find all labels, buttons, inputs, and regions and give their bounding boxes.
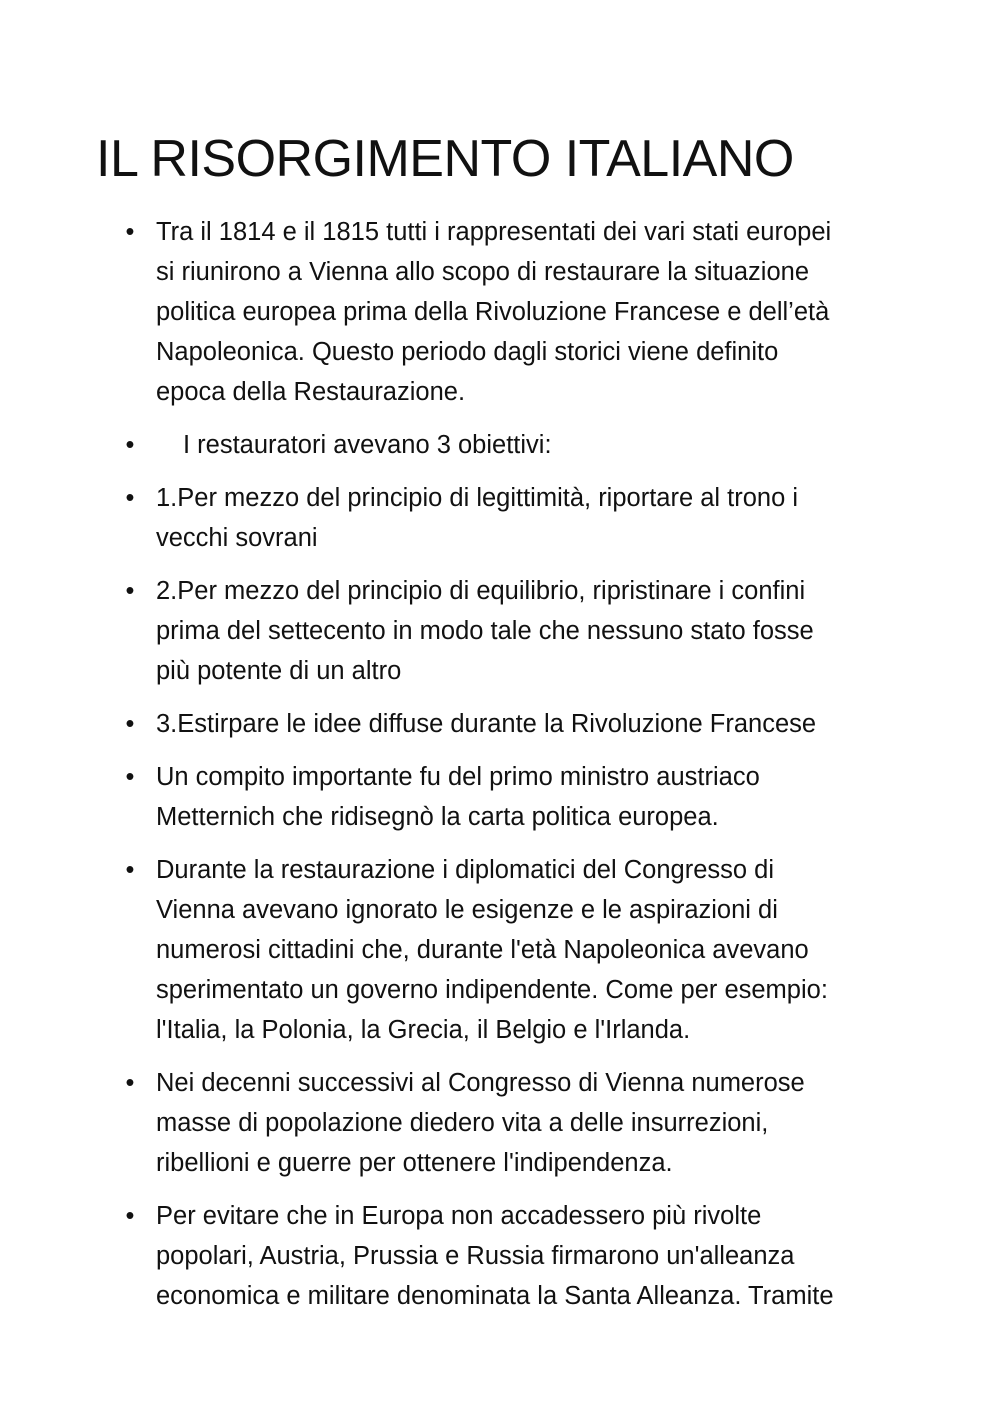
- text-line: 3.Estirpare le idee diffuse durante la Rivoluzione Francese: [156, 710, 817, 738]
- bullet-item: [0, 212, 906, 412]
- bullet-text: [156, 212, 906, 412]
- bullet-item: [0, 571, 906, 691]
- page-title: IL RISORGIMENTO ITALIANO: [96, 130, 794, 188]
- text-line: Metternich che ridisegnò la carta politica europea.: [156, 803, 719, 831]
- bullet-dot-icon: •: [125, 431, 135, 459]
- bullet-text: [156, 757, 906, 837]
- bullet-text: [156, 571, 906, 691]
- bullet-dot-icon: •: [125, 1069, 135, 1097]
- text-line: Vienna avevano ignorato le esigenze e le aspirazioni di: [156, 896, 778, 924]
- text-line: sperimentato un governo indipendente. Come per esempio:: [156, 976, 828, 1004]
- text-line: l'Italia, la Polonia, la Grecia, il Belgio e l'Irlanda.: [156, 1016, 691, 1044]
- text-line: masse di popolazione diedero vita a delle insurrezioni,: [156, 1109, 769, 1137]
- bullet-text: [156, 478, 906, 558]
- text-line: 1.Per mezzo del principio di legittimità, riportare al trono i: [156, 484, 799, 512]
- text-line: Per evitare che in Europa non accadessero più rivolte: [156, 1202, 762, 1230]
- bullet-text: [156, 850, 906, 1050]
- text-line: Durante la restaurazione i diplomatici del Congresso di: [156, 856, 774, 884]
- text-line: numerosi cittadini che, durante l'età Napoleonica avevano: [156, 936, 809, 964]
- bullet-dot-icon: •: [125, 710, 135, 738]
- text-line: politica europea prima della Rivoluzione Francese e dell’età: [156, 298, 830, 326]
- bullet-text: [156, 425, 906, 465]
- bullet-dot-icon: •: [125, 763, 135, 791]
- bullet-text: [156, 1196, 906, 1316]
- text-line: prima del settecento in modo tale che nessuno stato fosse: [156, 617, 814, 645]
- text-line: Napoleonica. Questo periodo dagli storici viene definito: [156, 338, 779, 366]
- bullet-dot-icon: •: [125, 484, 135, 512]
- bullet-text: [156, 1063, 906, 1183]
- text-line: Un compito importante fu del primo ministro austriaco: [156, 763, 760, 791]
- text-line: Tra il 1814 e il 1815 tutti i rappresentati dei vari stati europei: [156, 218, 832, 246]
- text-line: più potente di un altro: [156, 657, 402, 685]
- text-line: 2.Per mezzo del principio di equilibrio, ripristinare i confini: [156, 577, 806, 605]
- bullet-item: [0, 704, 906, 744]
- text-line: popolari, Austria, Prussia e Russia firmarono un'alleanza: [156, 1242, 795, 1270]
- text-line: Nei decenni successivi al Congresso di Vienna numerose: [156, 1069, 805, 1097]
- bullet-item: [0, 1063, 906, 1183]
- text-line: vecchi sovrani: [156, 524, 318, 552]
- text-line: ribellioni e guerre per ottenere l'indipendenza.: [156, 1149, 673, 1177]
- bullet-dot-icon: •: [125, 218, 135, 246]
- bullet-dot-icon: •: [125, 1202, 135, 1230]
- text-line: I restauratori avevano 3 obiettivi:: [183, 431, 552, 459]
- bullet-list: [0, 212, 1000, 1329]
- bullet-item: [0, 1196, 906, 1316]
- bullet-item: [0, 850, 906, 1050]
- text-line: si riunirono a Vienna allo scopo di restaurare la situazione: [156, 258, 810, 286]
- bullet-item: [0, 478, 906, 558]
- bullet-dot-icon: •: [125, 577, 135, 605]
- bullet-text: [156, 704, 906, 744]
- text-line: epoca della Restaurazione.: [156, 378, 466, 406]
- bullet-dot-icon: •: [125, 856, 135, 884]
- bullet-item: [0, 425, 906, 465]
- text-line: economica e militare denominata la Santa Alleanza. Tramite: [156, 1282, 834, 1310]
- bullet-item: [0, 757, 906, 837]
